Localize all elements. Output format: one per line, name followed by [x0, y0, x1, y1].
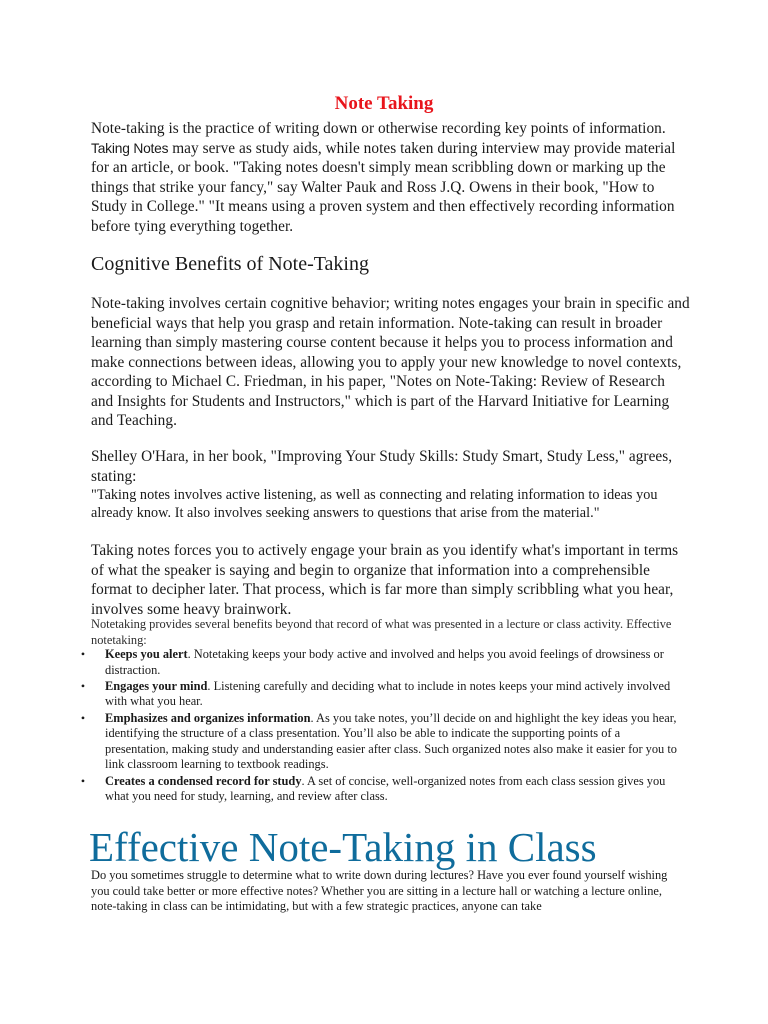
ohara-paragraph	[91, 447, 691, 522]
intro-text-part2: Taking Notes	[91, 140, 169, 156]
cognitive-paragraph: Note-taking involves certain cognitive behavior; writing notes engages your brain in specific and beneficial ways that help you grasp and retain information. Note-taking can result in broader learning than simply mastering course content because it helps you to process information and make connections between ideas, allowing you to apply your new knowledge to novel contexts, according to Michael C. Friedman, in his paper, "Notes on Note-Taking: Review of Research and Insights for Students and Instructors," which is part of the Harvard Initiative for Learning and Teaching.	[91, 295, 690, 429]
list-item	[77, 647, 677, 678]
engage-paragraph: Taking notes forces you to actively engage your brain as you identify what's important in terms of what the speaker is saying and begin to organize that information into a comprehensible format to decipher later. That process, which is far more than simply scribbling what you hear, involves some heavy brainwork.	[91, 542, 679, 618]
document-title: Note Taking	[334, 93, 434, 114]
list-item-bold: Engages your mind	[105, 678, 208, 693]
bullet-icon: •	[80, 710, 86, 725]
intro-text-part1: Note-taking is the practice of writing down or otherwise recording key points of information.	[91, 120, 666, 137]
benefits-list	[77, 647, 677, 805]
benefits-intro: Notetaking provides several benefits beyond that record of what was presented in a lecture or class activity. Effective notetaking:	[91, 617, 672, 647]
ohara-quote: "Taking notes involves active listening, as well as connecting and relating information to ideas you already know. It also involves seeking answers to questions that arise from the material."	[91, 487, 658, 521]
list-item	[77, 679, 677, 710]
list-item	[77, 711, 677, 773]
big-heading: Effective Note-Taking in Class	[89, 824, 597, 870]
intro-text-part3: may serve as study aids, while notes taken during interview may provide material for an article, or book. "Taking notes doesn't simply mean scribbling down or marking up the things that strike your fancy," say Walter Pauk and Ross J.Q. Owens in their book, "How to Study in College." "It means using a proven system and then effectively recording information before tying everything together.	[91, 139, 676, 235]
list-item-text: . As you take notes, you’ll decide on and highlight the key ideas you hear, identifying the structure of a class presentation. You’ll also be able to indicate the supporting points of a presentation, making study and understanding easier after class. Such organized notes also make it easier for you to link classroom learning to textbook readings.	[105, 710, 677, 772]
ohara-lead: Shelley O'Hara, in her book, "Improving Your Study Skills: Study Smart, Study Less," agrees, stating:	[91, 448, 673, 485]
list-item-text: . Listening carefully and deciding what to include in notes keeps your mind actively involved with what you hear.	[105, 678, 671, 709]
list-item-bold: Emphasizes and organizes information	[105, 710, 311, 725]
list-item-text: . Notetaking keeps your body active and involved and helps you avoid feelings of drowsiness or distraction.	[105, 647, 664, 677]
section-heading: Cognitive Benefits of Note-Taking	[91, 253, 369, 275]
bullet-icon: •	[80, 773, 86, 788]
list-item-bold: Keeps you alert	[105, 647, 188, 661]
intro-paragraph	[91, 119, 691, 236]
bullet-icon: •	[80, 647, 86, 661]
bullet-icon: •	[80, 678, 86, 693]
list-item	[77, 774, 677, 805]
class-paragraph: Do you sometimes struggle to determine what to write down during lectures? Have you ever found yourself wishing you could take better or more effective notes? Whether you are sitting in a lecture hall or watching a lecture online, note-taking in class can be intimidating, but with a few strategic practices, anyone can take	[91, 868, 668, 914]
list-item-bold: Creates a condensed record for study	[105, 773, 302, 788]
list-item-text: . A set of concise, well-organized notes from each class session gives you what you need for study, learning, and review after class.	[105, 773, 666, 804]
